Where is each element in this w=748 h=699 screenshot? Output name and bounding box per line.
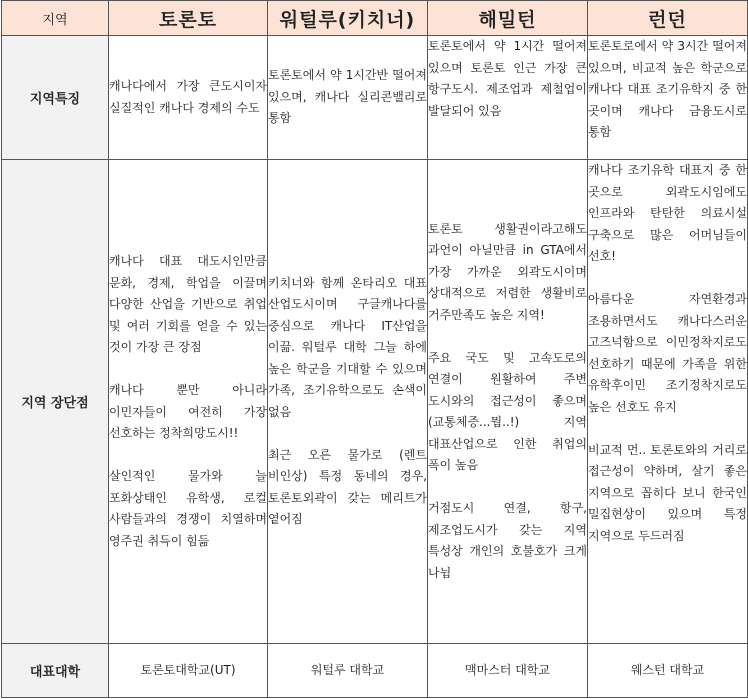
row-label-region-features: 지역특징 — [2, 36, 109, 160]
corner-header: 지역 — [2, 1, 109, 36]
cell-features-hamilton: 토론토에서 약 1시간 떨어져 있으며 토론토 인근 가장 큰 항구도시. 제조업과 제철업이 발달되어 있음 — [428, 36, 588, 160]
row-universities — [2, 644, 748, 698]
row-region-features — [2, 36, 748, 160]
city-header-toronto: 토론토 — [109, 1, 268, 36]
cell-features-waterloo: 토론토에서 약 1시간반 떨어져 있으며, 캐나다 실리콘밸리로 통함 — [268, 36, 428, 160]
cell-proscons-london: 캐나다 조기유학 대표지 중 한 곳으로 외곽도시임에도 인프라와 탄탄한 의료시설 구축으로 많은 어머님들이 선호! 아름다운 자연환경과 조용하면서도 캐나다스러운 고즈넉함으로 이민정착지로도 선호하기 때문에 가족을 위한 유학후이민 조기정착지로도 높은 선호도 유지 비교적 먼.. 토론토와의 거리로 접근성이 약하며, 살기 좋은 지역으로 꼽히다 보니 한국인 밀집현상이 있으며 특정 지역으로 두드러짐 — [588, 160, 748, 644]
cell-proscons-hamilton: 토론토 생활권이라고해도 과언이 아닐만큼 in GTA에서 가장 가까운 외곽도시이며 상대적으로 저렴한 생활비로 거주만족도 높은 지역! 주요 국도 및 고속도로의 연결이 원활하여 주변 도시와의 접근성이 좋으며(교통체증...뭠..!) 지역 대표산업으로 인한 취업의 폭이 높음 거점도시 연결, 항구, 제조업도시가 갖는 지역 특성상 개인의 호불호가 크게 나뉨 — [428, 160, 588, 644]
cell-proscons-waterloo: 키치너와 함께 온타리오 대표 산업도시이며 구글캐나다를 중심으로 캐나다 IT산업을 이끎. 워털루 대학 그늘 하에 높은 학군을 기대할 수 있으며 가족, 조기유학으로도 손색이 없음 최근 오른 물가로 (렌트 비인상) 특정 동네의 경우, 토론토외곽이 갖는 메리트가 옅어짐 — [268, 160, 428, 644]
row-label-pros-cons: 지역 장단점 — [2, 160, 109, 644]
region-comparison-table — [1, 0, 748, 698]
city-header-hamilton: 해밀턴 — [428, 1, 588, 36]
row-label-universities: 대표대학 — [2, 644, 109, 698]
cell-features-london: 토론토로에서 약 3시간 떨어져 있으며, 비교적 높은 학군으로 캐나다 대표 조기유학지 중 한 곳이며 캐나다 금융도시로 통함 — [588, 36, 748, 160]
city-header-waterloo: 워털루(키치너) — [268, 1, 428, 36]
cell-university-london: 웨스턴 대학교 — [588, 644, 748, 698]
cell-university-waterloo: 워털루 대학교 — [268, 644, 428, 698]
header-row — [2, 1, 748, 36]
cell-university-toronto: 토론토대학교(UT) — [109, 644, 268, 698]
cell-university-hamilton: 맥마스터 대학교 — [428, 644, 588, 698]
city-header-london: 런던 — [588, 1, 748, 36]
cell-features-toronto: 캐나다에서 가장 큰도시이자 실질적인 캐나다 경제의 수도 — [109, 36, 268, 160]
row-pros-cons — [2, 160, 748, 644]
cell-proscons-toronto: 캐나다 대표 대도시인만큼 문화, 경제, 학업을 이끌며 다양한 산업을 기반으로 취업 및 여러 기회를 얻을 수 있는 것이 가장 큰 장점 캐나다 뿐만 아니라 이민자들이 여전히 가장 선호하는 정착희망도시!! 살인적인 물가와 늘 포화상태인 유학생, 로컬 사람들과의 경쟁이 치열하며 영주권 취득이 힘듦 — [109, 160, 268, 644]
